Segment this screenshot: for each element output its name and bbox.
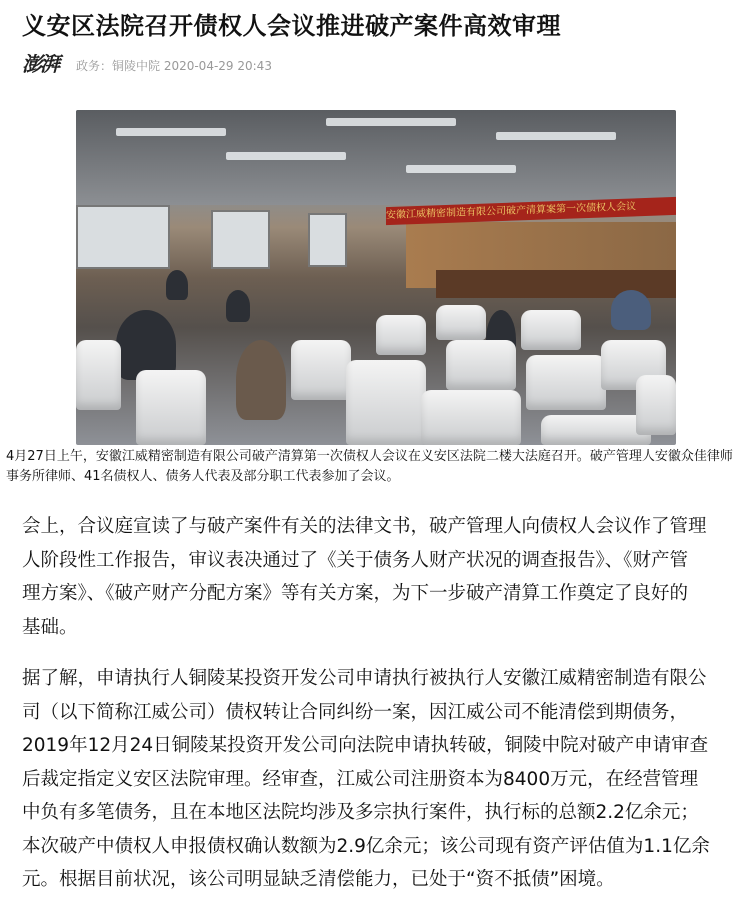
article-meta [22,52,272,78]
photo-caption: 4月27日上午，安徽江威精密制造有限公司破产清算第一次债权人会议在义安区法院二楼大法庭召开。破产管理人安徽众佳律师事务所律师、41名债权人、债务人代表及部分职工代表参加了会议。 [6,449,733,484]
paragraph-line: 元。根据目前状况，该公司明显缺乏清偿能力，已处于“资不抵债”困境。 [22,869,615,890]
paragraph-line: 人阶段性工作报告，审议表决通过了《关于债务人财产状况的调查报告》、《财产管 [22,549,689,571]
attendee [236,340,286,420]
article-source-date: 政务：铜陵中院 2020-04-29 20:43 [76,58,272,73]
paragraph-line: 本次破产中债权人申报债权确认数额为2.9亿余元；该公司现有资产评估值为1.1亿余 [22,835,710,857]
ceiling-light [116,128,226,136]
chair [376,315,426,355]
window [211,210,270,269]
ceiling-light [406,165,516,173]
ceiling-light [226,152,346,160]
chair [541,415,651,445]
paragraph-line: 中负有多笔债务，且在本地区法院均涉及多宗执行案件，执行标的总额2.2亿余元； [22,802,699,823]
attendee [166,270,188,300]
chair [76,340,121,410]
chair [446,340,516,390]
paragraph-line: 会上，合议庭宣读了与破产案件有关的法律文书，破产管理人向债权人会议作了管理 [22,516,707,537]
article-title: 义安区法院召开债权人会议推进破产案件高效审理 [22,12,561,40]
thepaper-logo[interactable]: 澎湃 [22,52,58,76]
window [308,213,347,267]
chair [346,360,426,445]
chair [636,375,676,435]
article-photo [76,110,676,445]
paragraph-line: 据了解，申请执行人铜陵某投资开发公司申请执行被执行人安徽江威精密制造有限公 [22,668,707,689]
paragraph-1 [22,510,737,644]
chair [291,340,351,400]
ceiling-light [496,132,616,140]
chair [521,310,581,350]
paragraph-line: 基础。 [22,616,78,638]
chair [136,370,206,445]
paragraph-line: 后裁定指定义安区法院审理。经审查，江威公司注册资本为8400万元，在经营管理 [22,768,699,790]
paragraph-2 [22,662,737,897]
window [76,205,170,269]
chair [421,390,521,445]
attendee [611,290,651,330]
attendee [226,290,250,322]
paragraph-line: 理方案》、《破产财产分配方案》等有关方案，为下一步破产清算工作奠定了良好的 [22,583,689,604]
chair [526,355,606,410]
ceiling-light [326,118,456,126]
paragraph-line: 司（以下简称江威公司）债权转让合同纠纷一案，因江威公司不能清偿到期债务， [22,701,689,723]
courtroom-banner: 安徽江威精密制造有限公司破产清算案第一次债权人会议 [386,197,676,225]
chair [436,305,486,340]
paragraph-line: 2019年12月24日铜陵某投资开发公司向法院申请执转破，铜陵中院对破产申请审查 [22,735,709,756]
